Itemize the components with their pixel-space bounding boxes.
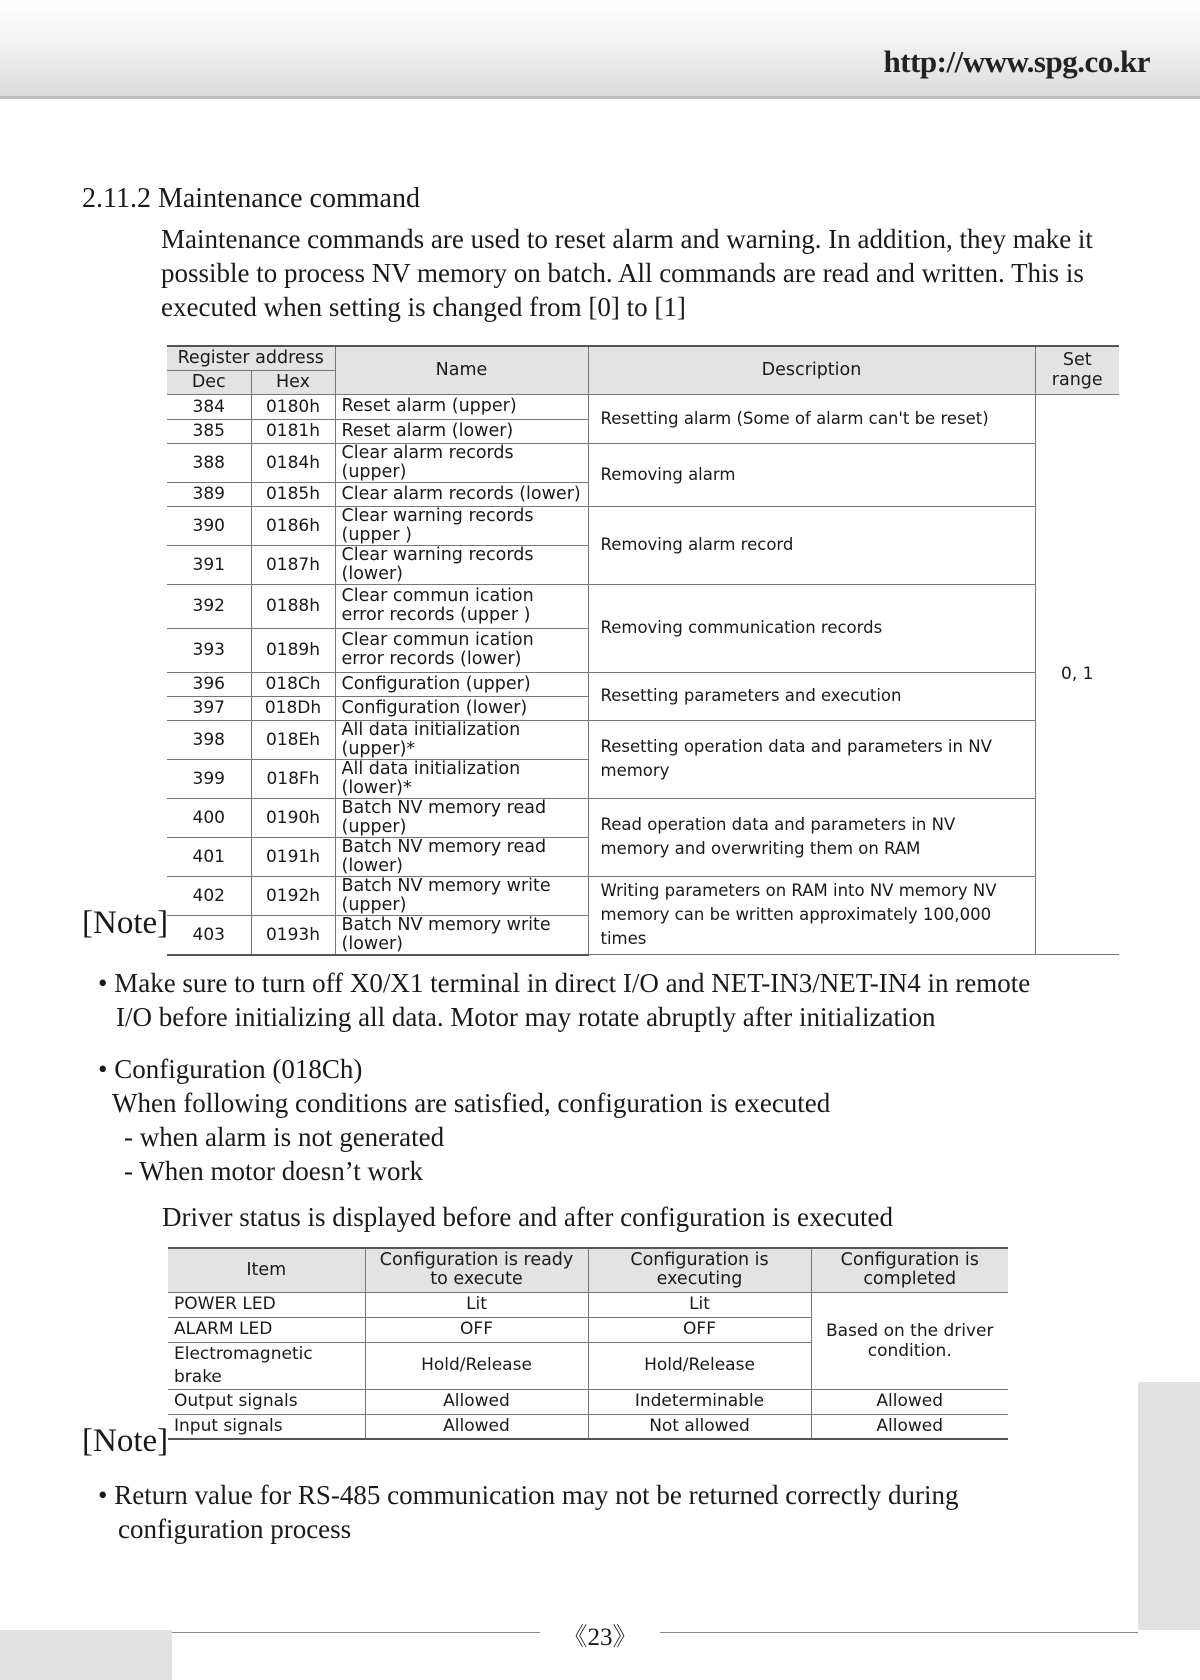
driver-status-table	[168, 1247, 1008, 1440]
hex-cell: 0190h	[251, 798, 335, 837]
dec-cell: 396	[167, 672, 251, 696]
header-set-range: Set range	[1035, 346, 1119, 394]
table-row	[167, 876, 1119, 915]
description-cell: Resetting operation data and parameters in NV memory	[588, 720, 1035, 798]
header-description: Description	[588, 346, 1035, 394]
table-row	[168, 1292, 1008, 1317]
dec-cell: 398	[167, 720, 251, 759]
dec-cell: 402	[167, 876, 251, 915]
note-bullet: • Make sure to turn off X0/X1 terminal in direct I/O and NET-IN3/NET-IN4 in remote	[98, 968, 1031, 998]
dec-cell: 399	[167, 759, 251, 798]
dec-cell: 385	[167, 419, 251, 443]
table-row	[167, 443, 1119, 482]
name-cell: Reset alarm (upper)	[335, 394, 588, 419]
table-row	[167, 506, 1119, 545]
name-cell: Configuration (lower)	[335, 696, 588, 720]
hex-cell: 0180h	[251, 394, 335, 419]
paragraph-line: Maintenance commands are used to reset alarm and warning. In addition, they make it	[161, 224, 1093, 254]
table-row	[167, 672, 1119, 696]
dec-cell: 401	[167, 837, 251, 876]
name-cell: Clear warning records (lower)	[335, 545, 588, 584]
description-cell: Resetting alarm (Some of alarm can't be reset)	[588, 394, 1035, 443]
name-cell: Batch NV memory write (lower)	[335, 915, 588, 955]
name-cell: Clear alarm records (upper)	[335, 443, 588, 482]
hex-cell: 0187h	[251, 545, 335, 584]
description-cell: Removing alarm	[588, 443, 1035, 506]
note-label: [Note]	[82, 1423, 169, 1459]
ready-cell: Allowed	[365, 1414, 588, 1439]
paragraph-line: executed when setting is changed from [0] to [1]	[161, 292, 686, 322]
name-cell: Configuration (upper)	[335, 672, 588, 696]
header-hex: Hex	[251, 370, 335, 394]
hex-cell: 0192h	[251, 876, 335, 915]
header-completed: Configuration is completed	[811, 1248, 1008, 1292]
item-cell: Output signals	[168, 1389, 365, 1414]
dec-cell: 384	[167, 394, 251, 419]
name-cell: Clear alarm records (lower)	[335, 482, 588, 506]
hex-cell: 0181h	[251, 419, 335, 443]
executing-cell: Hold/Release	[588, 1342, 811, 1389]
name-cell: Clear commun ication error records (upper )	[335, 584, 588, 628]
completed-cell: Allowed	[811, 1414, 1008, 1439]
dec-cell: 400	[167, 798, 251, 837]
name-cell: Batch NV memory write (upper)	[335, 876, 588, 915]
hex-cell: 0185h	[251, 482, 335, 506]
hex-cell: 018Fh	[251, 759, 335, 798]
hex-cell: 018Dh	[251, 696, 335, 720]
hex-cell: 018Ch	[251, 672, 335, 696]
table-row	[167, 720, 1119, 759]
completed-merged-cell: Based on the driver condition.	[811, 1292, 1008, 1389]
item-cell: POWER LED	[168, 1292, 365, 1317]
name-cell: Clear commun ication error records (lower)	[335, 628, 588, 672]
header-item: Item	[168, 1248, 365, 1292]
name-cell: All data initialization (upper)*	[335, 720, 588, 759]
note-label: [Note]	[82, 905, 169, 941]
footer-block-decoration	[0, 1630, 172, 1680]
hex-cell: 0184h	[251, 443, 335, 482]
condition-item: - When motor doesn’t work	[124, 1156, 423, 1186]
name-cell: Reset alarm (lower)	[335, 419, 588, 443]
ready-cell: Lit	[365, 1292, 588, 1317]
table-row	[168, 1389, 1008, 1414]
side-tab-decoration	[1138, 1382, 1200, 1630]
description-cell: Resetting parameters and execution	[588, 672, 1035, 720]
hex-cell: 0186h	[251, 506, 335, 545]
dec-cell: 403	[167, 915, 251, 955]
description-cell: Removing communication records	[588, 584, 1035, 672]
hex-cell: 0188h	[251, 584, 335, 628]
note-bullet: • Configuration (018Ch)	[98, 1054, 363, 1084]
dec-cell: 392	[167, 584, 251, 628]
name-cell: Batch NV memory read (upper)	[335, 798, 588, 837]
note-bullet-continuation: I/O before initializing all data. Motor may rotate abruptly after initialization	[116, 1002, 936, 1032]
completed-cell: Allowed	[811, 1389, 1008, 1414]
hex-cell: 0193h	[251, 915, 335, 955]
header-register-address: Register address	[167, 346, 335, 370]
note-text: When following conditions are satisfied, configuration is executed	[112, 1088, 831, 1118]
executing-cell: Indeterminable	[588, 1389, 811, 1414]
table-row	[167, 584, 1119, 628]
note-bullet: • Return value for RS-485 communication may not be returned correctly during	[98, 1480, 959, 1510]
header-executing: Configuration is executing	[588, 1248, 811, 1292]
executing-cell: Lit	[588, 1292, 811, 1317]
name-cell: Clear warning records (upper )	[335, 506, 588, 545]
dec-cell: 390	[167, 506, 251, 545]
name-cell: Batch NV memory read (lower)	[335, 837, 588, 876]
dec-cell: 389	[167, 482, 251, 506]
header-ready: Configuration is ready to execute	[365, 1248, 588, 1292]
table-row	[168, 1414, 1008, 1439]
executing-cell: Not allowed	[588, 1414, 811, 1439]
header-name: Name	[335, 346, 588, 394]
name-cell: All data initialization (lower)*	[335, 759, 588, 798]
item-cell: Electromagnetic brake	[168, 1342, 365, 1389]
hex-cell: 018Eh	[251, 720, 335, 759]
item-cell: ALARM LED	[168, 1317, 365, 1342]
table-row	[167, 798, 1119, 837]
dec-cell: 397	[167, 696, 251, 720]
dec-cell: 388	[167, 443, 251, 482]
description-cell: Writing parameters on RAM into NV memory NV memory can be written approximately 100,000 times	[588, 876, 1035, 955]
page-number: 《23》	[540, 1617, 660, 1653]
condition-item: - when alarm is not generated	[124, 1122, 445, 1152]
description-cell: Removing alarm record	[588, 506, 1035, 584]
hex-cell: 0189h	[251, 628, 335, 672]
maintenance-command-table	[167, 345, 1119, 956]
dec-cell: 393	[167, 628, 251, 672]
ready-cell: Allowed	[365, 1389, 588, 1414]
table-row	[167, 394, 1119, 419]
ready-cell: Hold/Release	[365, 1342, 588, 1389]
driver-status-text: Driver status is displayed before and after configuration is executed	[162, 1202, 893, 1232]
section-heading: 2.11.2 Maintenance command	[82, 183, 420, 214]
ready-cell: OFF	[365, 1317, 588, 1342]
dec-cell: 391	[167, 545, 251, 584]
section-paragraph	[161, 222, 1111, 324]
set-range-cell: 0, 1	[1035, 394, 1119, 955]
header-dec: Dec	[167, 370, 251, 394]
item-cell: Input signals	[168, 1414, 365, 1439]
paragraph-line: possible to process NV memory on batch. All commands are read and written. This is	[161, 258, 1084, 288]
note-bullet-continuation: configuration process	[118, 1514, 352, 1544]
description-cell: Read operation data and parameters in NV memory and overwriting them on RAM	[588, 798, 1035, 876]
website-url: http://www.spg.co.kr	[883, 44, 1150, 79]
executing-cell: OFF	[588, 1317, 811, 1342]
hex-cell: 0191h	[251, 837, 335, 876]
